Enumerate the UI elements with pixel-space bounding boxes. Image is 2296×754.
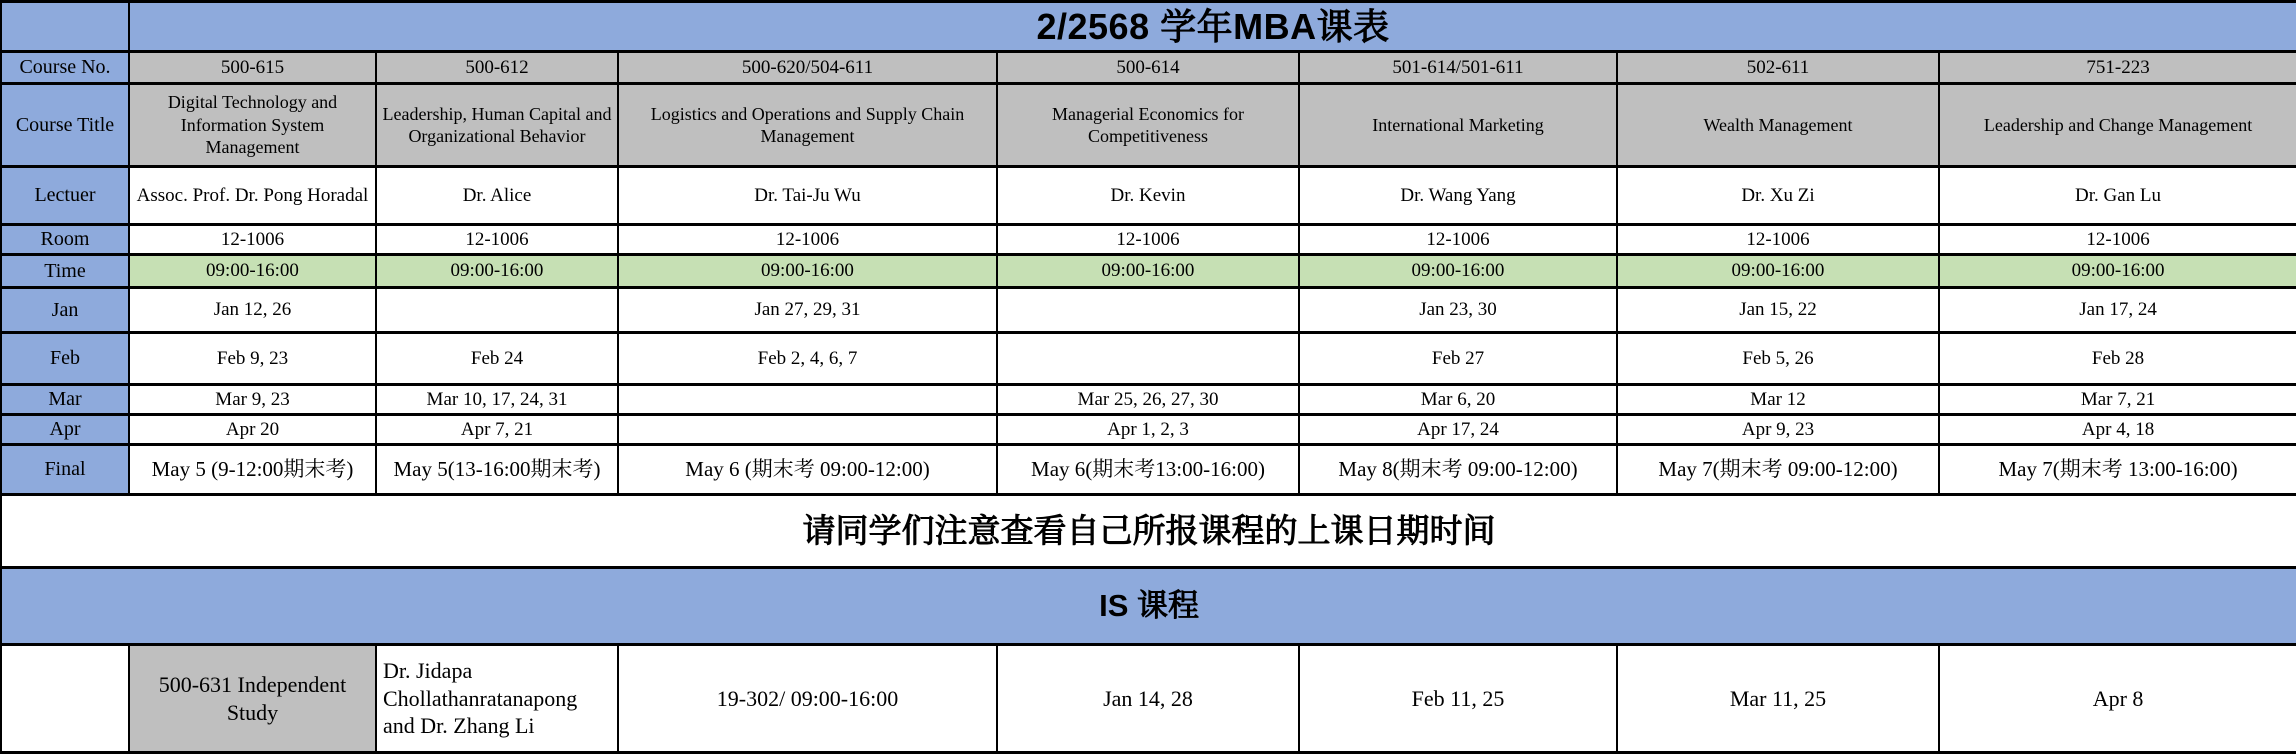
time-row [1, 255, 2296, 288]
row-label-lecturer: Lectuer [1, 167, 129, 225]
row-label-jan: Jan [1, 288, 129, 333]
final-exam-cell: May 6(期末考13:00-16:00) [997, 445, 1299, 495]
row-label-apr: Apr [1, 415, 129, 445]
row-label-course-title: Course Title [1, 84, 129, 167]
feb-dates-cell: Feb 28 [1939, 333, 2296, 385]
time-cell: 09:00-16:00 [997, 255, 1299, 288]
notice-text: 请同学们注意查看自己所报课程的上课日期时间 [1, 495, 2296, 568]
mar-dates-cell: Mar 10, 17, 24, 31 [376, 385, 618, 415]
jan-dates-cell: Jan 15, 22 [1617, 288, 1939, 333]
jan-row [1, 288, 2296, 333]
is-section-header-row [1, 568, 2296, 645]
final-exam-cell: May 5(13-16:00期末考) [376, 445, 618, 495]
apr-row [1, 415, 2296, 445]
course-title-cell: Logistics and Operations and Supply Chain Management [618, 84, 997, 167]
row-label-course-no: Course No. [1, 52, 129, 84]
feb-row [1, 333, 2296, 385]
final-exam-cell: May 7(期末考 09:00-12:00) [1617, 445, 1939, 495]
final-row [1, 445, 2296, 495]
lecturer-cell: Dr. Tai-Ju Wu [618, 167, 997, 225]
final-exam-cell: May 8(期末考 09:00-12:00) [1299, 445, 1617, 495]
course-no-cell: 500-614 [997, 52, 1299, 84]
time-cell: 09:00-16:00 [618, 255, 997, 288]
apr-dates-cell: Apr 4, 18 [1939, 415, 2296, 445]
course-no-cell: 502-611 [1617, 52, 1939, 84]
is-section-title: IS 课程 [1, 568, 2296, 645]
course-no-cell: 751-223 [1939, 52, 2296, 84]
course-no-cell: 500-620/504-611 [618, 52, 997, 84]
apr-dates-cell: Apr 1, 2, 3 [997, 415, 1299, 445]
jan-dates-cell: Jan 23, 30 [1299, 288, 1617, 333]
mar-dates-cell: Mar 7, 21 [1939, 385, 2296, 415]
course-title-cell: Managerial Economics for Competitiveness [997, 84, 1299, 167]
is-mar-dates-cell: Mar 11, 25 [1617, 645, 1939, 753]
room-cell: 12-1006 [1299, 225, 1617, 255]
lecturer-cell: Dr. Alice [376, 167, 618, 225]
mar-dates-cell [618, 385, 997, 415]
jan-dates-cell: Jan 17, 24 [1939, 288, 2296, 333]
mar-dates-cell: Mar 12 [1617, 385, 1939, 415]
final-exam-cell: May 7(期末考 13:00-16:00) [1939, 445, 2296, 495]
row-label-feb: Feb [1, 333, 129, 385]
course-title-cell: Wealth Management [1617, 84, 1939, 167]
room-cell: 12-1006 [376, 225, 618, 255]
room-cell: 12-1006 [1939, 225, 2296, 255]
apr-dates-cell: Apr 7, 21 [376, 415, 618, 445]
row-label-mar: Mar [1, 385, 129, 415]
final-exam-cell: May 6 (期末考 09:00-12:00) [618, 445, 997, 495]
course-title-row [1, 84, 2296, 167]
course-no-cell: 501-614/501-611 [1299, 52, 1617, 84]
is-room-time-cell: 19-302/ 09:00-16:00 [618, 645, 997, 753]
course-no-row [1, 52, 2296, 84]
lecturer-cell: Dr. Kevin [997, 167, 1299, 225]
apr-dates-cell: Apr 17, 24 [1299, 415, 1617, 445]
time-cell: 09:00-16:00 [376, 255, 618, 288]
is-jan-dates-cell: Jan 14, 28 [997, 645, 1299, 753]
is-apr-dates-cell: Apr 8 [1939, 645, 2296, 753]
title-row [1, 2, 2296, 52]
mar-row [1, 385, 2296, 415]
jan-dates-cell [376, 288, 618, 333]
room-cell: 12-1006 [129, 225, 376, 255]
room-cell: 12-1006 [618, 225, 997, 255]
jan-dates-cell: Jan 12, 26 [129, 288, 376, 333]
is-row-corner-cell [1, 645, 129, 753]
time-cell: 09:00-16:00 [1299, 255, 1617, 288]
lecturer-cell: Dr. Gan Lu [1939, 167, 2296, 225]
room-cell: 12-1006 [997, 225, 1299, 255]
course-no-cell: 500-612 [376, 52, 618, 84]
page-title: 2/2568 学年MBA课表 [129, 2, 2296, 52]
feb-dates-cell: Feb 24 [376, 333, 618, 385]
is-lecturer-cell: Dr. Jidapa Chollathanratanapong and Dr. Zhang Li [376, 645, 618, 753]
feb-dates-cell [997, 333, 1299, 385]
lecturer-cell: Dr. Wang Yang [1299, 167, 1617, 225]
feb-dates-cell: Feb 2, 4, 6, 7 [618, 333, 997, 385]
jan-dates-cell: Jan 27, 29, 31 [618, 288, 997, 333]
mar-dates-cell: Mar 9, 23 [129, 385, 376, 415]
room-row [1, 225, 2296, 255]
is-course-row [1, 645, 2296, 753]
row-label-room: Room [1, 225, 129, 255]
apr-dates-cell: Apr 9, 23 [1617, 415, 1939, 445]
is-course-cell: 500-631 Independent Study [129, 645, 376, 753]
jan-dates-cell [997, 288, 1299, 333]
is-feb-dates-cell: Feb 11, 25 [1299, 645, 1617, 753]
time-cell: 09:00-16:00 [1617, 255, 1939, 288]
course-title-cell: International Marketing [1299, 84, 1617, 167]
apr-dates-cell [618, 415, 997, 445]
lecturer-cell: Assoc. Prof. Dr. Pong Horadal [129, 167, 376, 225]
lecturer-cell: Dr. Xu Zi [1617, 167, 1939, 225]
feb-dates-cell: Feb 9, 23 [129, 333, 376, 385]
time-cell: 09:00-16:00 [129, 255, 376, 288]
feb-dates-cell: Feb 27 [1299, 333, 1617, 385]
course-title-cell: Leadership and Change Management [1939, 84, 2296, 167]
final-exam-cell: May 5 (9-12:00期末考) [129, 445, 376, 495]
course-no-cell: 500-615 [129, 52, 376, 84]
room-cell: 12-1006 [1617, 225, 1939, 255]
row-label-final: Final [1, 445, 129, 495]
course-title-cell: Leadership, Human Capital and Organizational Behavior [376, 84, 618, 167]
mar-dates-cell: Mar 6, 20 [1299, 385, 1617, 415]
course-title-cell: Digital Technology and Information System Management [129, 84, 376, 167]
lecturer-row [1, 167, 2296, 225]
time-cell: 09:00-16:00 [1939, 255, 2296, 288]
apr-dates-cell: Apr 20 [129, 415, 376, 445]
row-label-time: Time [1, 255, 129, 288]
title-row-corner-cell [1, 2, 129, 52]
notice-row [1, 495, 2296, 568]
feb-dates-cell: Feb 5, 26 [1617, 333, 1939, 385]
mar-dates-cell: Mar 25, 26, 27, 30 [997, 385, 1299, 415]
